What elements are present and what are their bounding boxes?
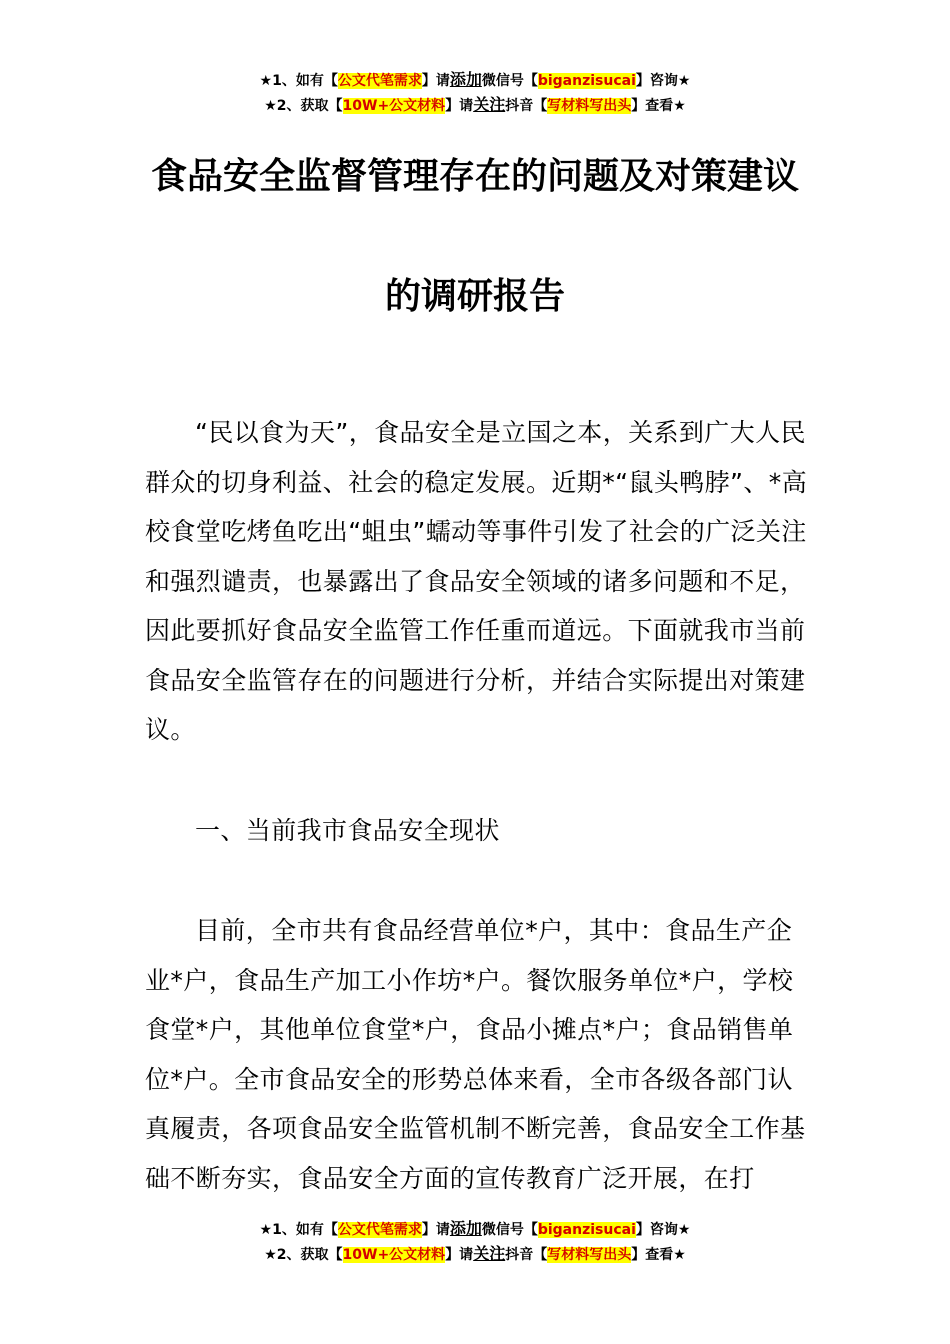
banner-line-1: [0, 68, 950, 93]
header-banner: [0, 68, 950, 118]
banner-text: ★2、获取【: [264, 1247, 343, 1263]
banner-text: 】请: [421, 1222, 450, 1238]
banner-line-1: [0, 1217, 950, 1242]
banner-text: 微信号【: [481, 73, 538, 89]
section-heading-1: 一、当前我市食品安全现状: [195, 816, 500, 845]
banner-line-2: [0, 1242, 950, 1267]
banner-text: 抖音【: [505, 98, 548, 114]
wechat-id: biganzisucai: [537, 1222, 636, 1238]
body-paragraph-1: “民以食为天”，食品安全是立国之本，关系到广大人民群众的切身利益、社会的稳定发展。近期*“鼠头鸭脖”、*高校食堂吃烤鱼吃出“蛆虫”蠕动等事件引发了社会的广泛关注和强烈谴责，也暴露出了食品安全领域的诸多问题和不足，因此要抓好食品安全监管工作任重而道远。下面就我市当前食品安全监管存在的问题进行分析，并结合实际提出对策建议。: [145, 418, 808, 744]
emphasis-text: 关注: [473, 95, 506, 114]
banner-text: ★1、如有【: [259, 73, 338, 89]
banner-text: 】查看★: [631, 98, 686, 114]
highlight-service: 公文代笔需求: [337, 1222, 422, 1238]
banner-text: 】请: [445, 1247, 474, 1263]
highlight-materials: 10W+公文材料: [342, 98, 446, 114]
banner-text: 微信号【: [481, 1222, 538, 1238]
footer-banner: [0, 1217, 950, 1267]
emphasis-text: 关注: [473, 1244, 506, 1263]
wechat-id: biganzisucai: [537, 73, 636, 89]
banner-text: 】咨询★: [635, 1222, 691, 1238]
douyin-id: 写材料写出头: [547, 1247, 632, 1263]
banner-text: 】查看★: [631, 1247, 686, 1263]
banner-text: ★2、获取【: [264, 98, 343, 114]
banner-text: ★1、如有【: [259, 1222, 338, 1238]
banner-text: 】请: [445, 98, 474, 114]
document-title-line-2: 的调研报告: [384, 276, 565, 317]
highlight-materials: 10W+公文材料: [342, 1247, 446, 1263]
body-paragraph-2: 目前，全市共有食品经营单位*户，其中：食品生产企业*户，食品生产加工小作坊*户。餐饮服务单位*户，学校食堂*户，其他单位食堂*户，食品小摊点*户；食品销售单位*户。全市食品安全的形势总体来看，全市各级各部门认真履责，各项食品安全监管机制不断完善，食品安全工作基础不断夯实，食品安全方面的宣传教育广泛开展，在打: [145, 916, 806, 1193]
banner-text: 】请: [421, 73, 450, 89]
banner-line-2: [0, 93, 950, 118]
emphasis-text: 添加: [449, 70, 482, 89]
emphasis-text: 添加: [449, 1219, 482, 1238]
document-title-line-1: 食品安全监督管理存在的问题及对策建议: [150, 156, 799, 197]
douyin-id: 写材料写出头: [547, 98, 632, 114]
banner-text: 抖音【: [505, 1247, 548, 1263]
highlight-service: 公文代笔需求: [337, 73, 422, 89]
banner-text: 】咨询★: [635, 73, 691, 89]
